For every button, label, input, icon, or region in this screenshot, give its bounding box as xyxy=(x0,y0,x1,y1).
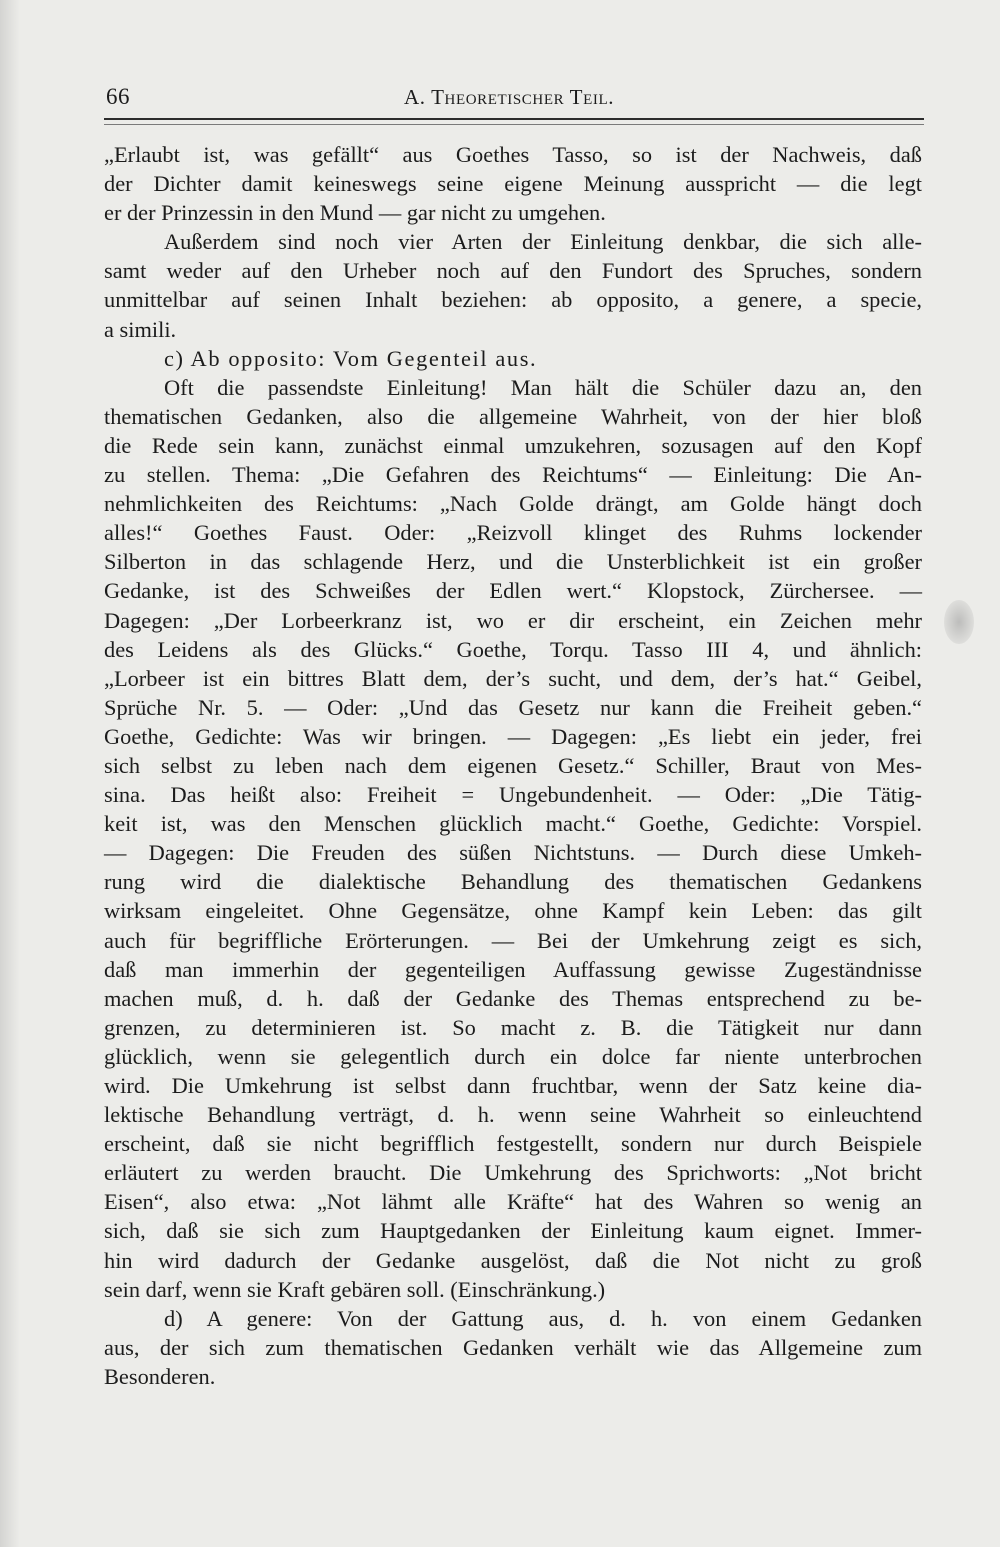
text-line: a simili. xyxy=(104,316,177,342)
page-smudge xyxy=(944,600,974,644)
text-line: auch für begriffliche Erörterungen. — Bei der Umkehrung zeigt es sich, xyxy=(104,927,922,953)
header-rule xyxy=(104,118,924,120)
section-heading-c: c) Ab opposito: Vom Gegenteil aus. xyxy=(164,345,538,371)
text-line: aus, der sich zum thematischen Gedanken verhält wie das Allgemeine zum xyxy=(104,1334,922,1360)
text-line: Besonderen. xyxy=(104,1363,216,1389)
text-line: rung wird die dialektische Behandlung des thematischen Gedankens xyxy=(104,869,922,895)
text-line: „Lorbeer ist ein bittres Blatt dem, der’s sucht, und dem, der’s hat.“ Geibel, xyxy=(104,665,922,691)
text-line: „Erlaubt ist, was gefällt“ aus Goethes Tasso, so ist der Nachweis, daß xyxy=(104,142,922,167)
text-line: thematischen Gedanken, also die allgemeine Wahrheit, von der hier bloß xyxy=(104,403,922,429)
text-line: er der Prinzessin in den Mund — gar nicht zu umgehen. xyxy=(104,200,606,226)
text-line: machen muß, d. h. daß der Gedanke des Themas entsprechend zu be- xyxy=(104,985,922,1011)
text-line: samt weder auf den Urheber noch auf den Fundort des Spruches, sondern xyxy=(104,258,922,284)
text-line: des Leidens als des Glücks.“ Goethe, Torqu. Tasso III 4, und ähnlich: xyxy=(104,636,922,662)
text-line: daß man immerhin der gegenteiligen Auffassung gewisse Zugeständnisse xyxy=(104,956,922,982)
text-line: wird. Die Umkehrung ist selbst dann fruchtbar, wenn der Satz keine dia- xyxy=(104,1073,922,1098)
section-heading-d: d) A genere: Von der Gattung aus, d. h. von einem Gedanken xyxy=(164,1305,922,1331)
page-number: 66 xyxy=(106,84,130,109)
page-header xyxy=(104,84,922,114)
text-line: hin wird dadurch der Gedanke ausgelöst, daß die Not nicht zu groß xyxy=(104,1247,922,1273)
text-line: der Dichter damit keineswegs seine eigene Meinung ausspricht — die legt xyxy=(104,171,922,197)
text-line: nehmlichkeiten des Reichtums: „Nach Golde drängt, am Golde hängt doch xyxy=(104,491,922,517)
text-line: Außerdem sind noch vier Arten der Einleitung denkbar, die sich alle- xyxy=(164,229,922,255)
text-line: — Dagegen: Die Freuden des süßen Nichtstuns. — Durch diese Umkeh- xyxy=(104,840,922,866)
text-line: sich selbst zu leben nach dem eigenen Gesetz.“ Schiller, Braut von Mes- xyxy=(104,752,922,778)
text-line: Gedanke, ist des Schweißes der Edlen wert.“ Klopstock, Zürchersee. — xyxy=(104,578,922,604)
text-line: Sprüche Nr. 5. — Oder: „Und das Gesetz nur kann die Freiheit geben.“ xyxy=(104,694,922,720)
text-line: glücklich, wenn sie gelegentlich durch ein dolce far niente unterbrochen xyxy=(104,1043,922,1069)
text-line: wirksam eingeleitet. Ohne Gegensätze, ohne Kampf kein Leben: das gilt xyxy=(104,898,922,924)
page-edge-shadow xyxy=(0,0,20,1547)
text-line: keit ist, was den Menschen glücklich macht.“ Goethe, Gedichte: Vorspiel. xyxy=(104,811,922,837)
text-line: sina. Das heißt also: Freiheit = Ungebundenheit. — Oder: „Die Tätig- xyxy=(104,782,922,808)
text-line: alles!“ Goethes Faust. Oder: „Reizvoll klinget des Ruhms lockender xyxy=(104,520,922,546)
text-line: Oft die passendste Einleitung! Man hält die Schüler dazu an, den xyxy=(164,374,922,400)
text-line: Silberton in das schlagende Herz, und die Unsterblichkeit ist ein großer xyxy=(104,549,922,575)
text-line: zu stellen. Thema: „Die Gefahren des Reichtums“ — Einleitung: Die An- xyxy=(104,462,922,488)
text-line: unmittelbar auf seinen Inhalt beziehen: ab opposito, a genere, a specie, xyxy=(104,287,922,313)
text-line: lektische Behandlung verträgt, d. h. wenn seine Wahrheit so einleuchtend xyxy=(104,1102,922,1128)
header-rule-thin xyxy=(104,124,924,125)
text-line: erscheint, daß sie nicht begrifflich festgestellt, sondern nur durch Beispiele xyxy=(104,1131,922,1157)
running-head: A. Theoretischer Teil. xyxy=(404,85,615,109)
text-line: Goethe, Gedichte: Was wir bringen. — Dagegen: „Es liebt ein jeder, frei xyxy=(104,723,922,749)
text-line: erläutert zu werden braucht. Die Umkehrung des Sprichworts: „Not bricht xyxy=(104,1160,922,1186)
body-text xyxy=(104,140,922,1391)
text-line: Eisen“, also etwa: „Not lähmt alle Kräfte“ hat des Wahren so wenig an xyxy=(104,1189,922,1215)
text-line: sein darf, wenn sie Kraft gebären soll. (Einschränkung.) xyxy=(104,1276,606,1302)
text-line: die Rede sein kann, zunächst einmal umzukehren, sozusagen auf den Kopf xyxy=(104,432,922,458)
text-line: grenzen, zu determinieren ist. So macht z. B. die Tätigkeit nur dann xyxy=(104,1014,922,1040)
text-line: Dagegen: „Der Lorbeerkranz ist, wo er dir erscheint, ein Zeichen mehr xyxy=(104,607,922,633)
text-line: sich, daß sie sich zum Hauptgedanken der Einleitung kaum eignet. Immer- xyxy=(104,1218,922,1244)
